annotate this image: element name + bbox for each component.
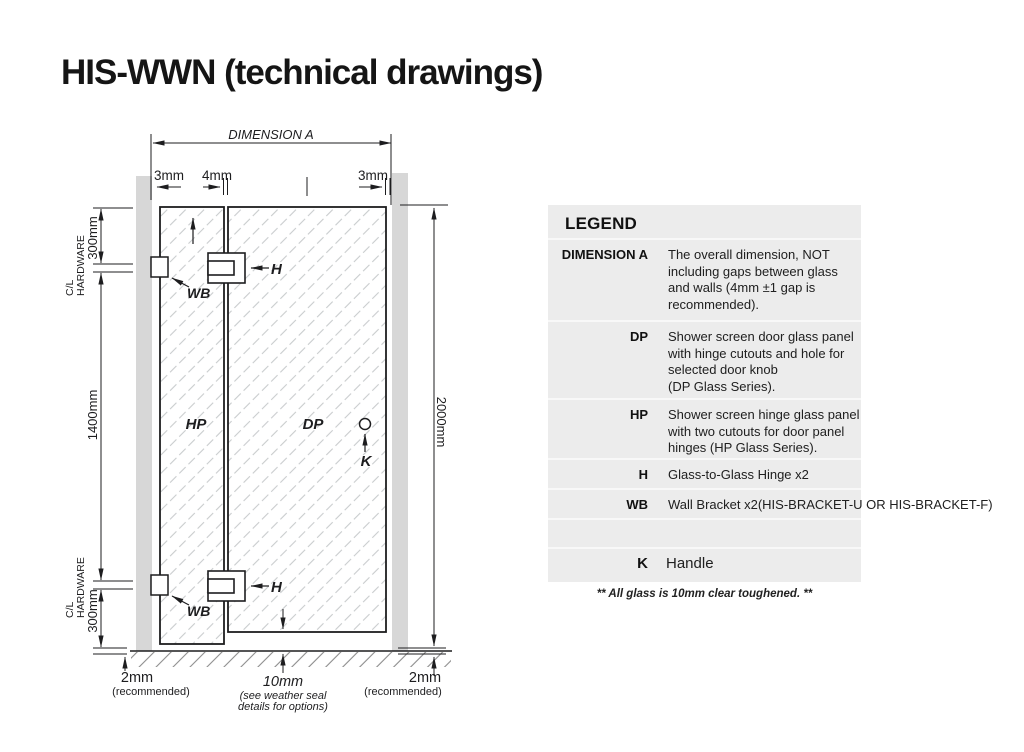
- dim-300-bottom-label: 300mm: [85, 589, 100, 633]
- legend-row-dimension-a: [548, 238, 861, 320]
- left-wall: [136, 176, 152, 651]
- legend-desc: [668, 247, 838, 320]
- legend-desc-line: including gaps between glass: [668, 263, 838, 279]
- door-knob: [360, 419, 371, 430]
- wall-bracket-bottom: [151, 575, 168, 595]
- legend-desc-line: Wall Bracket x2(HIS-BRACKET-U OR HIS-BRACKET-F): [668, 497, 993, 512]
- top-gap-dimensions: [157, 177, 390, 196]
- bottom-right-note: (recommended): [364, 686, 442, 698]
- legend-row-wb: [548, 488, 993, 518]
- glass-hinge-top: [208, 253, 245, 283]
- glass-footnote: ** All glass is 10mm clear toughened. **: [596, 588, 813, 600]
- legend-desc-line: with two cutouts for door panel: [668, 423, 845, 439]
- cl-hardware-bottom-line2: HARDWARE: [75, 557, 87, 618]
- legend-term: WB: [626, 497, 648, 512]
- hp-panel-label: HP: [185, 416, 207, 433]
- legend-panel: [548, 205, 993, 582]
- bottom-mid-note1: (see weather seal: [239, 690, 327, 702]
- dimension-a: [151, 134, 391, 205]
- dim-1400-label: 1400mm: [85, 389, 100, 441]
- bottom-left-note: (recommended): [112, 686, 190, 698]
- legend-term: H: [638, 467, 648, 482]
- hinge-bottom-label: H: [271, 579, 282, 596]
- legend-desc: [668, 497, 993, 518]
- legend-desc-line: recommended).: [668, 296, 760, 312]
- cl-hardware-top-line1: C/L: [64, 279, 76, 296]
- hinge-top-label: H: [271, 261, 282, 278]
- bracket-bottom-label: WB: [187, 603, 211, 619]
- legend-desc-line: hinges (HP Glass Series).: [668, 440, 818, 455]
- gap-mid-label: 4mm: [202, 168, 232, 183]
- legend-term: DIMENSION A: [561, 247, 648, 262]
- legend-desc-line: The overall dimension, NOT: [668, 247, 830, 262]
- dim-2000-label: 2000mm: [434, 396, 449, 448]
- wall-bracket-top: [151, 257, 168, 277]
- legend-desc: [668, 329, 854, 398]
- legend-desc: [668, 407, 860, 458]
- handle-label: K: [360, 453, 372, 470]
- legend-term: DP: [629, 329, 648, 344]
- glass-hinge-bottom: [208, 571, 245, 601]
- dimension-a-label: DIMENSION A: [228, 127, 314, 142]
- legend-term: K: [637, 555, 648, 572]
- right-wall: [392, 173, 408, 651]
- dim-300-top-label: 300mm: [85, 216, 100, 260]
- bottom-mid-note2: details for options): [238, 701, 328, 713]
- legend-desc-line: Shower screen hinge glass panel: [668, 407, 860, 422]
- bracket-top-label: WB: [187, 285, 211, 301]
- technical-drawing: [0, 0, 470, 720]
- floor: [130, 651, 452, 667]
- page-title: HIS-WWN (technical drawings): [61, 53, 543, 92]
- legend-desc: [666, 556, 714, 582]
- bottom-right-gap-label: 2mm: [408, 670, 442, 686]
- gap-right-label: 3mm: [358, 168, 388, 183]
- legend-row-empty: [548, 518, 861, 547]
- legend-term: HP: [629, 407, 648, 422]
- legend-row-dp: [548, 320, 861, 398]
- legend-row-hp: [548, 398, 861, 458]
- bottom-left-gap-label: 2mm: [120, 670, 154, 686]
- legend-desc-line: and walls (4mm ±1 gap is: [668, 280, 816, 295]
- bottom-mid-gap-label: 10mm: [262, 674, 304, 690]
- legend-desc-line: with hinge cutouts and hole for: [668, 345, 845, 361]
- legend-row-k: [548, 547, 861, 582]
- legend-desc-line: (DP Glass Series).: [668, 378, 776, 394]
- legend-title: LEGEND: [565, 214, 638, 233]
- legend-desc-line: selected door knob: [668, 362, 778, 377]
- legend-desc-line: Shower screen door glass panel: [668, 329, 854, 344]
- dp-panel-label: DP: [302, 416, 324, 433]
- legend-desc-line: Handle: [666, 555, 714, 572]
- cl-hardware-top-line2: HARDWARE: [75, 235, 87, 296]
- legend-row-h: [548, 458, 861, 488]
- cl-hardware-bottom-line1: C/L: [64, 601, 76, 618]
- legend-desc-line: Glass-to-Glass Hinge x2: [668, 467, 809, 482]
- gap-left-label: 3mm: [154, 168, 184, 183]
- legend-desc: [668, 467, 809, 488]
